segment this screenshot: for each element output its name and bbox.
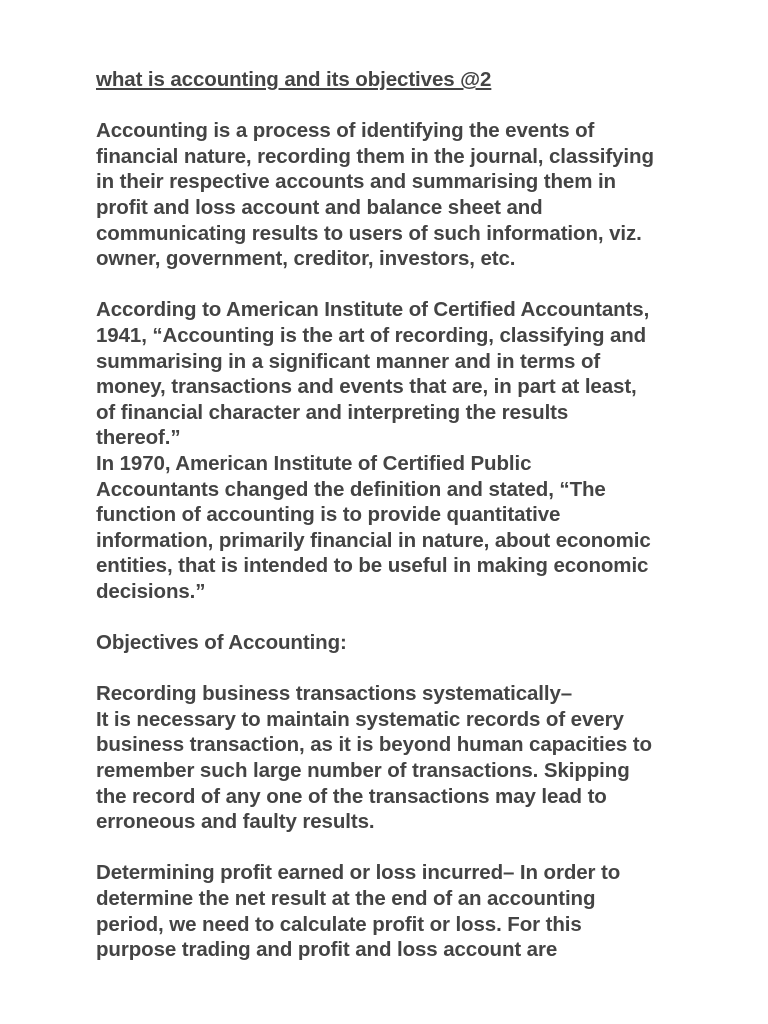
- paragraph-line: purpose trading and profit and loss account are: [96, 938, 558, 962]
- paragraph-line: remember such large number of transactions. Skipping: [96, 759, 630, 783]
- paragraph-line: the record of any one of the transactions may lead to: [96, 784, 607, 808]
- profit-objective-paragraph: [96, 860, 686, 962]
- paragraph-line: Accountants changed the definition and stated, “The: [96, 477, 606, 501]
- paragraph-line: erroneous and faulty results.: [96, 810, 375, 834]
- paragraph-line: function of accounting is to provide quantitative: [96, 503, 561, 527]
- paragraph-line: profit and loss account and balance sheet and: [96, 195, 543, 219]
- paragraph-line: determine the net result at the end of an accounting: [96, 887, 596, 910]
- paragraph-gap: [96, 93, 686, 119]
- document-body: [96, 67, 686, 963]
- aicpa-definition-paragraph: [96, 297, 686, 604]
- paragraph-line: It is necessary to maintain systematic records of every: [96, 707, 624, 731]
- paragraph-line: business transaction, as it is beyond human capacities to: [96, 733, 652, 757]
- paragraph-line: thereof.”: [96, 426, 181, 450]
- paragraph-line: entities, that is intended to be useful in making economic: [96, 554, 649, 578]
- paragraph-line: of financial character and interpreting the results: [96, 400, 569, 424]
- objectives-heading: Objectives of Accounting:: [96, 631, 347, 655]
- paragraph-gap: [96, 272, 686, 298]
- paragraph-line: money, transactions and events that are, in part at least,: [96, 375, 637, 399]
- paragraph-line: period, we need to calculate profit or loss. For this: [96, 912, 582, 936]
- paragraph-line: Recording business transactions systematically–: [96, 682, 573, 706]
- paragraph-line: in their respective accounts and summarising them in: [96, 170, 616, 194]
- paragraph-line: According to American Institute of Certified Accountants,: [96, 298, 650, 322]
- paragraph-line: summarising in a significant manner and in terms of: [96, 349, 601, 373]
- paragraph-line: financial nature, recording them in the journal, classifying: [96, 144, 654, 168]
- paragraph-gap: [96, 835, 686, 861]
- definition-paragraph: [96, 118, 686, 272]
- recording-objective-paragraph: [96, 681, 686, 835]
- paragraph-line: decisions.”: [96, 579, 206, 603]
- paragraph-line: communicating results to users of such information, viz.: [96, 221, 642, 245]
- paragraph-line: In 1970, American Institute of Certified Public: [96, 451, 532, 475]
- paragraph-line: 1941, “Accounting is the art of recording, classifying and: [96, 323, 647, 347]
- paragraph-line: information, primarily financial in nature, about economic: [96, 528, 651, 552]
- paragraph-gap: [96, 604, 686, 630]
- paragraph-gap: [96, 656, 686, 682]
- paragraph-line: Determining profit earned or loss incurred– In order to: [96, 861, 621, 885]
- document-title: what is accounting and its objectives @2: [96, 68, 492, 91]
- paragraph-line: owner, government, creditor, investors, etc.: [96, 247, 516, 271]
- paragraph-line: Accounting is a process of identifying the events of: [96, 119, 595, 143]
